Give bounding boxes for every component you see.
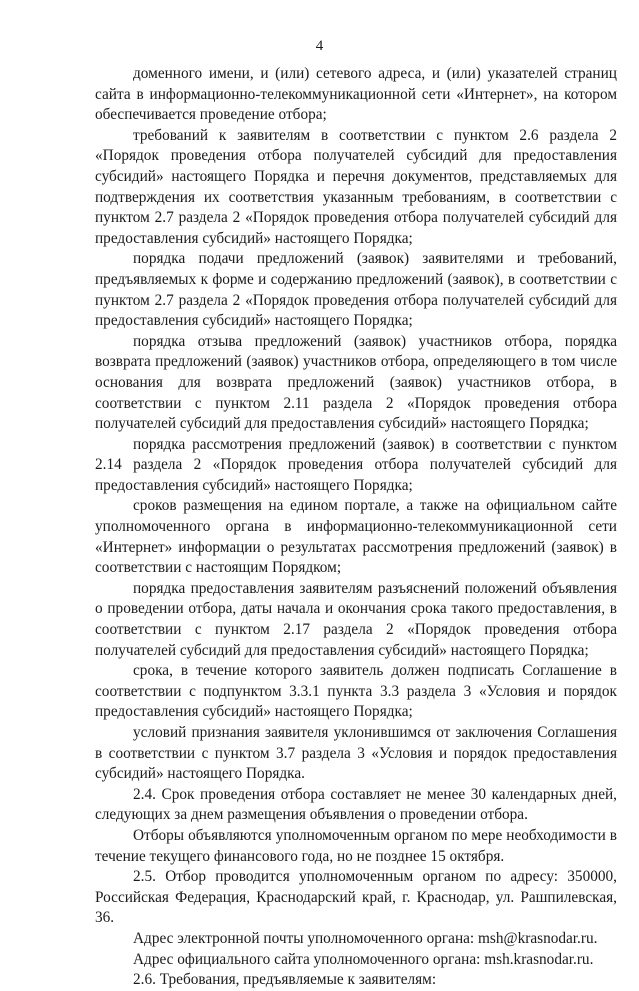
paragraph-email: Адрес электронной почты уполномоченного органа: msh@krasnodar.ru. bbox=[133, 929, 598, 947]
paragraph-domain-name: доменного имени, и (или) сетевого адреса, и (или) указателей страниц сайта в информационно-телекоммуникационной сети «Интернет», на котором обеспечивается проведение отбора; bbox=[95, 65, 617, 124]
paragraph-2-6: 2.6. Требования, предъявляемые к заявителям: bbox=[133, 971, 437, 989]
paragraph-evasion-conditions: условий признания заявителя уклонившимся от заключения Соглашения в соответствии с пунктом 3.7 раздела 3 «Условия и порядок предоставления субсидий» настоящего Порядка. bbox=[95, 724, 617, 783]
paragraph-requirements: требований к заявителям в соответствии с пунктом 2.6 раздела 2 «Порядок проведения отбора получателей субсидий для предоставления субсидий» настоящего Порядка и перечня документов, представляемых для подтверждения их соответствия указанным требованиям, в соответствии с пунктом 2.7 раздела 2 «Порядок проведения отбора получателей субсидий для предоставления субсидий» настоящего Порядка; bbox=[95, 126, 617, 247]
paragraph-agreement-term: срока, в течение которого заявитель должен подписать Соглашение в соответствии с подпунктом 3.3.1 пункта 3.3 раздела 3 «Условия и порядок предоставления субсидий» настоящего Порядка; bbox=[95, 662, 617, 721]
paragraph-clarifications: порядка предоставления заявителям разъяснений положений объявления о проведении отбора, даты начала и окончания срока такого предоставления, в соответствии с пунктом 2.17 раздела 2 «Порядок проведения отбора получателей субсидий для предоставления субсидий» настоящего Порядка; bbox=[95, 579, 617, 659]
paragraph-submission-procedure: порядка подачи предложений (заявок) заявителями и требований, предъявляемых к форме и содержанию предложений (заявок), в соответствии с пунктом 2.7 раздела 2 «Порядок проведения отбора получателей субсидий для предоставления субсидий» настоящего Порядка; bbox=[95, 250, 617, 330]
paragraph-review-procedure: порядка рассмотрения предложений (заявок) в соответствии с пунктом 2.14 раздела 2 «Порядок проведения отбора получателей субсидий для предоставления субсидий» настоящего Порядка; bbox=[95, 435, 617, 494]
paragraph-withdrawal-procedure: порядка отзыва предложений (заявок) участников отбора, порядка возврата предложений (заявок) участников отбора, определяющего в том числе основания для возврата предложений (заявок) участников отбора, в соответствии с пунктом 2.11 раздела 2 «Порядок проведения отбора получателей субсидий для предоставления субсидий» настоящего Порядка; bbox=[95, 332, 617, 433]
paragraph-selection-announcement: Отборы объявляются уполномоченным органом по мере необходимости в течение текущего финансового года, но не позднее 15 октября. bbox=[95, 826, 617, 865]
page-number: 4 bbox=[315, 38, 324, 54]
paragraph-publication-terms: сроков размещения на едином портале, а также на официальном сайте уполномоченного органа в информационно-телекоммуникационной сети «Интернет» информации о результатах рассмотрения предложений (заявок) в соответствии с настоящим Порядком; bbox=[95, 497, 617, 577]
document-body bbox=[95, 64, 617, 991]
paragraph-2-5: 2.5. Отбор проводится уполномоченным органом по адресу: 350000, Российская Федерация, Краснодарский край, г. Краснодар, ул. Рашпилевская, 36. bbox=[95, 868, 617, 927]
paragraph-website: Адрес официального сайта уполномоченного органа: msh.krasnodar.ru. bbox=[133, 950, 594, 968]
paragraph-2-4: 2.4. Срок проведения отбора составляет не менее 30 календарных дней, следующих за днем размещения объявления о проведении отбора. bbox=[95, 785, 617, 824]
